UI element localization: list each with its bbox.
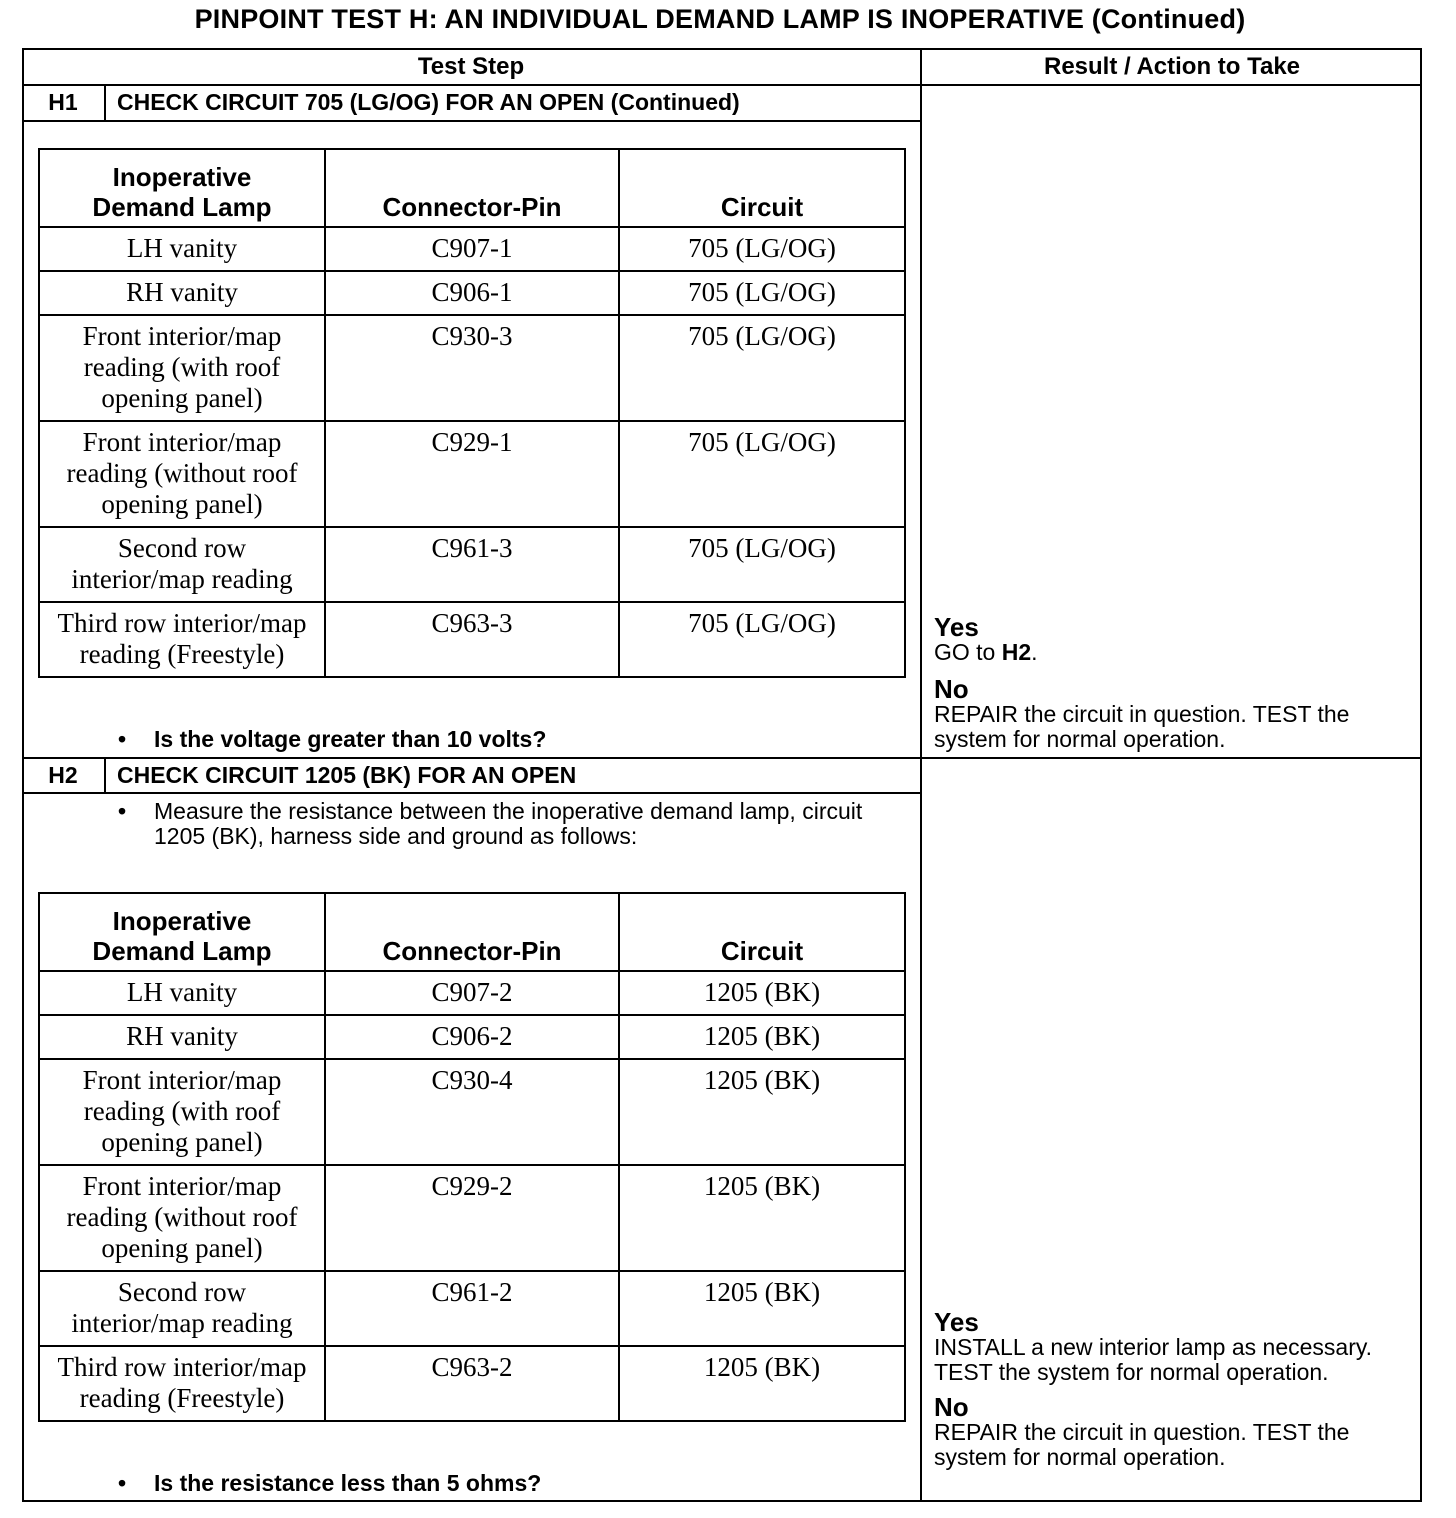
circuit-cell: 1205 (BK): [619, 1271, 905, 1346]
result-column-header: Result / Action to Take: [1043, 53, 1301, 80]
lamp-cell: Front interior/map reading (with roof opening panel): [39, 315, 325, 421]
step-title-rule: [22, 120, 920, 122]
table-row: [39, 315, 905, 421]
table-row: [39, 602, 905, 677]
circuit-cell: 705 (LG/OG): [619, 227, 905, 271]
table-row: [39, 421, 905, 527]
h2-no-label: No: [934, 1392, 969, 1422]
circuit-cell: 1205 (BK): [619, 1346, 905, 1421]
lamp-cell: Third row interior/map reading (Freestyle): [39, 602, 325, 677]
lamp-cell: LH vanity: [39, 971, 325, 1015]
table-row: [39, 271, 905, 315]
column-divider: [920, 48, 922, 1502]
circuit-cell: 705 (LG/OG): [619, 602, 905, 677]
connector-pin-cell: C963-2: [325, 1346, 619, 1421]
circuit-cell: 705 (LG/OG): [619, 527, 905, 602]
step-title-h1: CHECK CIRCUIT 705 (LG/OG) FOR AN OPEN (Continued): [117, 89, 740, 115]
table-header-lamp: Inoperative Demand Lamp: [39, 149, 325, 227]
step-title-h2: CHECK CIRCUIT 1205 (BK) FOR AN OPEN: [117, 762, 577, 788]
h2-yes-action: INSTALL a new interior lamp as necessary. TEST the system for normal operation.: [934, 1334, 1373, 1385]
bullet-icon: •: [118, 1470, 127, 1496]
circuit-cell: 1205 (BK): [619, 1059, 905, 1165]
table-row: [39, 1346, 905, 1421]
lamp-cell: Front interior/map reading (with roof opening panel): [39, 1059, 325, 1165]
step-separator: [22, 757, 1422, 759]
step-title-rule: [22, 792, 920, 794]
table-row: [39, 527, 905, 602]
connector-pin-cell: C929-1: [325, 421, 619, 527]
lamp-cell: Front interior/map reading (without roof opening panel): [39, 1165, 325, 1271]
h1-connector-table: [38, 148, 906, 678]
h2-result: [934, 1309, 1404, 1470]
circuit-cell: 705 (LG/OG): [619, 271, 905, 315]
circuit-cell: 1205 (BK): [619, 1015, 905, 1059]
step-id-divider: [104, 757, 106, 794]
connector-pin-cell: C929-2: [325, 1165, 619, 1271]
h2-no-action: REPAIR the circuit in question. TEST the system for normal operation.: [934, 1419, 1350, 1470]
connector-pin-cell: C906-2: [325, 1015, 619, 1059]
table-row: [39, 1059, 905, 1165]
lamp-cell: LH vanity: [39, 227, 325, 271]
lamp-cell: RH vanity: [39, 1015, 325, 1059]
bullet-icon: •: [118, 726, 127, 752]
table-header-lamp: Inoperative Demand Lamp: [39, 893, 325, 971]
page-title: PINPOINT TEST H: AN INDIVIDUAL DEMAND LAMP IS INOPERATIVE (Continued): [194, 4, 1246, 34]
connector-pin-cell: C930-3: [325, 315, 619, 421]
step-id-h2: H2: [48, 762, 78, 788]
h1-result: [934, 614, 1414, 752]
table-row: [39, 1271, 905, 1346]
table-header-connector-pin: Connector-Pin: [325, 149, 619, 227]
lamp-cell: Third row interior/map reading (Freestyle): [39, 1346, 325, 1421]
step-id-h1: H1: [48, 89, 78, 115]
lamp-cell: Second row interior/map reading: [39, 1271, 325, 1346]
table-header-connector-pin: Connector-Pin: [325, 893, 619, 971]
h1-no-label: No: [934, 674, 969, 704]
h2-yes-label: Yes: [934, 1307, 979, 1337]
table-row: [39, 227, 905, 271]
connector-pin-cell: C963-3: [325, 602, 619, 677]
h1-no-action: REPAIR the circuit in question. TEST the system for normal operation.: [934, 701, 1350, 752]
connector-pin-cell: C907-2: [325, 971, 619, 1015]
circuit-cell: 1205 (BK): [619, 1165, 905, 1271]
table-header-circuit: Circuit: [619, 893, 905, 971]
h2-connector-table: [38, 892, 906, 1422]
table-row: [39, 1015, 905, 1059]
table-row: [39, 1165, 905, 1271]
table-row: [39, 971, 905, 1015]
header-rule: [22, 84, 1422, 86]
h1-yes-label: Yes: [934, 612, 979, 642]
connector-pin-cell: C906-1: [325, 271, 619, 315]
test-step-column-header: Test Step: [417, 53, 525, 80]
connector-pin-cell: C961-3: [325, 527, 619, 602]
step-id-divider: [104, 84, 106, 122]
lamp-cell: Second row interior/map reading: [39, 527, 325, 602]
connector-pin-cell: C961-2: [325, 1271, 619, 1346]
bullet-icon: •: [118, 798, 127, 824]
circuit-cell: 705 (LG/OG): [619, 315, 905, 421]
lamp-cell: Front interior/map reading (without roof opening panel): [39, 421, 325, 527]
circuit-cell: 1205 (BK): [619, 971, 905, 1015]
h1-yes-action: GO to H2.: [934, 639, 1038, 665]
circuit-cell: 705 (LG/OG): [619, 421, 905, 527]
connector-pin-cell: C907-1: [325, 227, 619, 271]
connector-pin-cell: C930-4: [325, 1059, 619, 1165]
table-header-circuit: Circuit: [619, 149, 905, 227]
lamp-cell: RH vanity: [39, 271, 325, 315]
